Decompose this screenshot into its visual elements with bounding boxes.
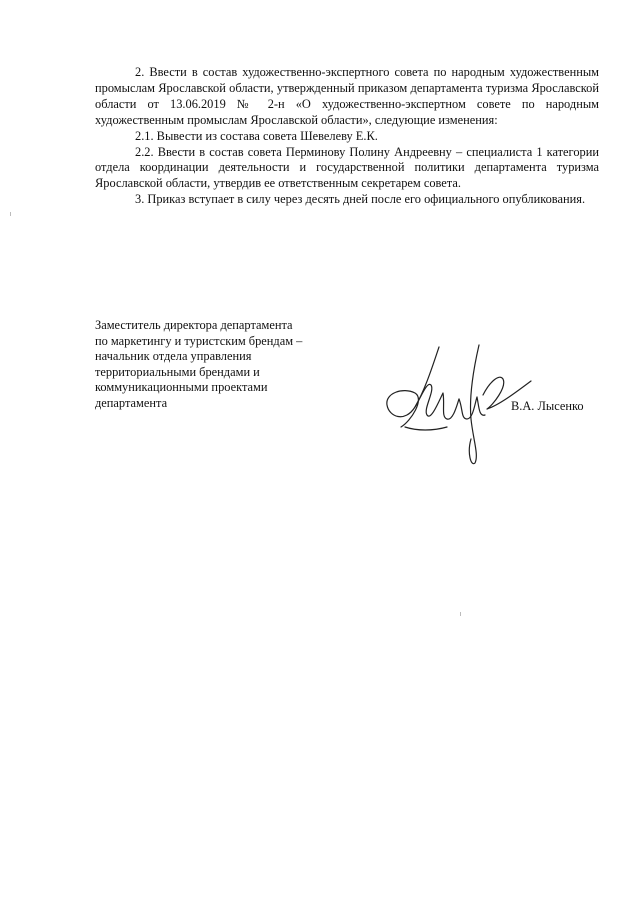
document-body — [95, 65, 599, 208]
paragraph-2: 2. Ввести в состав художественно-экспертного совета по народным художественным промыслам Ярославской области, утвержденный приказом департамента туризма Ярославской области от 13.06.2019 № 2-н «О художественно-экспертном совете по народным художественным промыслам Ярославской области», следующие изменения: — [95, 65, 599, 127]
signatory-title-line: департамента — [95, 395, 168, 410]
paragraph-2-1: 2.1. Вывести из состава совета Шевелеву Е.К. — [135, 128, 378, 143]
signatory-title-line: по маркетингу и туристским брендам – — [95, 333, 303, 348]
signatory-title-line: начальник отдела управления — [95, 349, 252, 364]
paragraph-3: 3. Приказ вступает в силу через десять дней после его официального опубликования. — [135, 192, 586, 207]
paragraph-2-2: 2.2. Ввести в состав совета Перминову Полину Андреевну – специалиста 1 категории отдела координации деятельности и государственной политики департамента туризма Ярославской области, утвердив ее ответственным секретарем совета. — [95, 144, 599, 191]
signatory-title-line: Заместитель директора департамента — [95, 318, 293, 332]
scan-speck — [10, 212, 11, 216]
signatory-title-line: коммуникационными проектами — [95, 380, 268, 395]
signatory-name: В.А. Лысенко — [511, 399, 584, 413]
signatory-title — [95, 318, 365, 412]
scan-speck — [460, 612, 461, 616]
signatory-title-line: территориальными брендами и — [95, 364, 260, 379]
